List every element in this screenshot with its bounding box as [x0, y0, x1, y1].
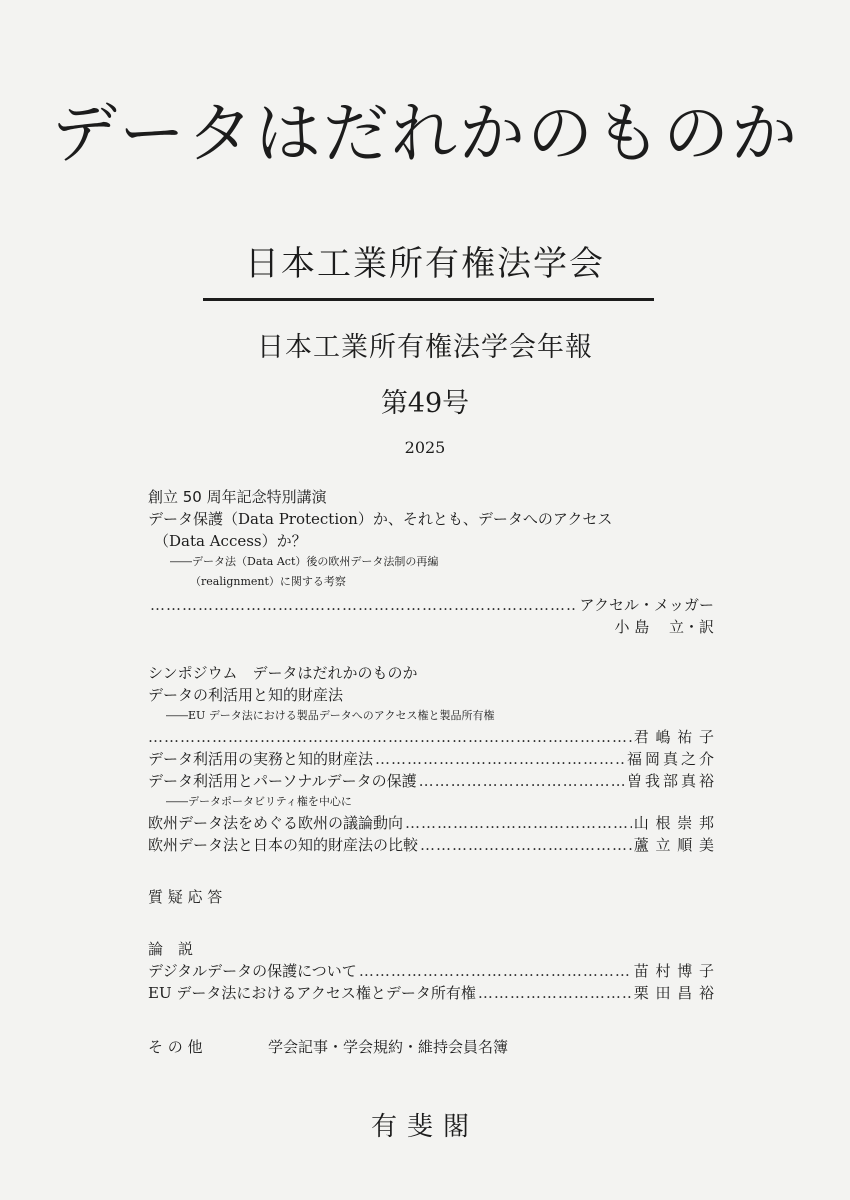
lecture-subtitle-line2: （realignment）に関する考察	[190, 575, 346, 588]
symposium-item-title: 欧州データ法をめぐる欧州の議論動向	[148, 814, 404, 832]
leader-dots	[359, 960, 632, 982]
symposium-item-author: 福岡真之介	[626, 750, 717, 768]
qa-section	[148, 886, 714, 908]
journal-name: 日本工業所有権法学会年報	[257, 332, 593, 363]
leader-dots	[148, 726, 632, 748]
article-item	[148, 982, 721, 1004]
article-item-author: 栗田昌裕	[633, 984, 721, 1002]
symposium-item-author: 山根崇邦	[633, 814, 721, 832]
qa-heading: 質 疑 応 答	[148, 888, 223, 906]
symposium-heading: シンポジウム データはだれかのものか	[148, 664, 418, 682]
symposium-item	[148, 834, 721, 856]
article-item-title: デジタルデータの保護について	[148, 962, 357, 980]
special-lecture-section	[148, 486, 714, 638]
other-section	[148, 1036, 714, 1058]
symposium-item-subtitle: ――データポータビリティ権を中心に	[166, 795, 352, 808]
articles-heading: 論 説	[148, 940, 194, 958]
other-heading: そ の 他	[148, 1038, 203, 1056]
publisher-name: 有斐閣	[370, 1112, 479, 1142]
symposium-item-subtitle: ――EU データ法における製品データへのアクセス権と製品所有権	[166, 709, 495, 722]
symposium-item	[148, 812, 721, 834]
symposium-item	[148, 748, 717, 770]
lecture-author: アクセル・メッガー	[579, 596, 714, 614]
issue-year: 2025	[404, 438, 446, 457]
symposium-item-title: データ利活用の実務と知的財産法	[148, 750, 374, 768]
article-item	[148, 960, 721, 982]
articles-section	[148, 938, 721, 1004]
article-item-author: 苗村博子	[633, 962, 721, 980]
leader-dots	[478, 982, 632, 1004]
leader-dots	[375, 748, 625, 770]
symposium-item-author: 曽我部真裕	[626, 772, 717, 790]
issue-number: 第49号	[380, 388, 470, 419]
special-lecture-heading: 創立 50 周年記念特別講演	[148, 488, 327, 506]
lecture-title-line2: （Data Access）か？	[154, 532, 307, 550]
lecture-translator: 小 島 立・訳	[614, 618, 714, 636]
lecture-subtitle-line1: ――データ法（Data Act）後の欧州データ法制の再編	[170, 555, 439, 568]
symposium-item-author: 蘆立順美	[633, 836, 721, 854]
leader-dots	[420, 834, 632, 856]
book-title: データはだれかのものか	[51, 95, 799, 172]
title-divider	[203, 298, 654, 301]
symposium-section	[148, 662, 721, 856]
symposium-item-title: 欧州データ法と日本の知的財産法の比較	[148, 836, 419, 854]
leader-dots	[150, 594, 577, 616]
lecture-author-row	[148, 594, 714, 616]
leader-dots	[405, 812, 632, 834]
symposium-item-title: データ利活用とパーソナルデータの保護	[148, 772, 417, 790]
other-content: 学会記事・学会規約・維持会員名簿	[268, 1038, 509, 1056]
leader-dots	[419, 770, 625, 792]
symposium-item-author-row	[148, 726, 721, 748]
symposium-item-title: データの利活用と知的財産法	[148, 686, 344, 704]
society-name: 日本工業所有権法学会	[245, 244, 605, 284]
symposium-item	[148, 770, 717, 792]
article-item-title: EU データ法におけるアクセス権とデータ所有権	[148, 984, 476, 1002]
lecture-title-line1: データ保護（Data Protection）か、それとも、データへのアクセス	[148, 510, 613, 528]
symposium-item-author: 君嶋祐子	[633, 728, 721, 746]
